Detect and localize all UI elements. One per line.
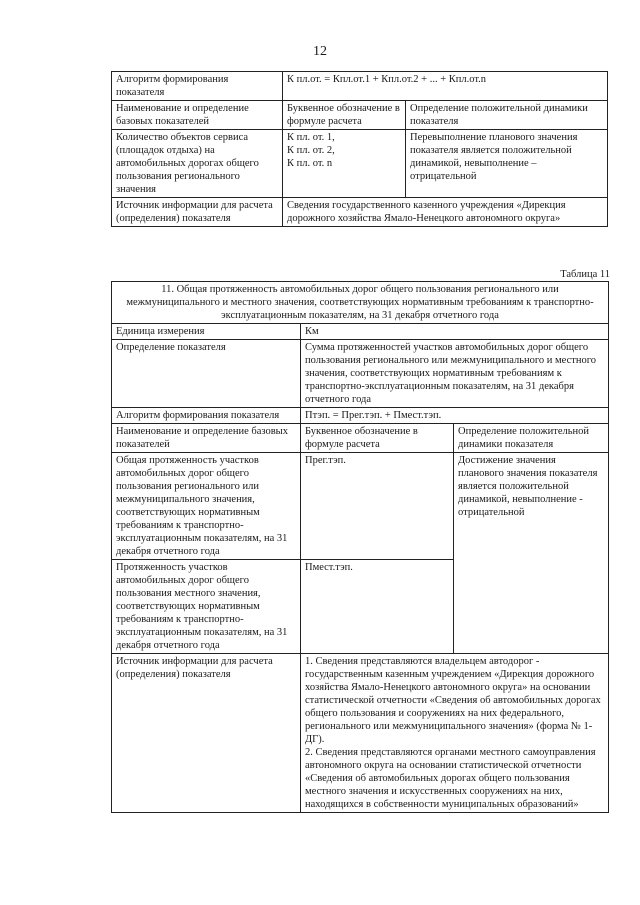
source-value: Сведения государственного казенного учреждения «Дирекция дорожного хозяйства Ямало-Ненецкого автономного округа»: [283, 198, 608, 227]
header-letter: Буквенное обозначение в формуле расчета: [283, 101, 406, 130]
table-title: 11. Общая протяженность автомобильных дорог общего пользования регионального или межмуниципального и местного значения, соответствующих нормативным требованиям к транспортно-эксплуатационным показателям, на 31 декабря отчетного года: [112, 282, 609, 324]
table-row: [112, 130, 608, 198]
table-row: [112, 282, 609, 324]
header-name: Наименование и определение базовых показателей: [112, 101, 283, 130]
table-row: [112, 324, 609, 340]
row-dynamics: Перевыполнение планового значения показателя является положительной динамикой, невыполнение – отрицательной: [406, 130, 608, 198]
table-row: [112, 340, 609, 408]
indicator-table-11: [111, 281, 609, 813]
row-letters: [283, 130, 406, 198]
table-row: [112, 101, 608, 130]
source-item: 2. Сведения представляются органами местного самоуправления автономного округа на основании статистической отчетности «Сведения об автомобильных дорогах общего пользования местного значения и искусственных сооружениях на них, находящихся в собственности муниципальных образований»: [305, 747, 596, 810]
table-row: [112, 654, 609, 813]
table-caption: Таблица 11: [560, 269, 610, 280]
source-value: [301, 654, 609, 813]
row-dynamics: Достижение значения планового значения показателя является положительной динамикой, невыполнение - отрицательной: [454, 453, 609, 654]
row-letter: Прег.тэп.: [301, 453, 454, 560]
row-name: Общая протяженность участков автомобильных дорог общего пользования регионального или межмуниципального значения, соответствующих нормативным требованиям к транспортно-эксплуатационным показателям, на 31 декабря отчетного года: [112, 453, 301, 560]
unit-label: Единица измерения: [112, 324, 301, 340]
table-row: [112, 453, 609, 560]
source-label: Источник информации для расчета (определения) показателя: [112, 654, 301, 813]
source-item: 1. Сведения представляются владельцем автодорог - государственным казенным учреждением «Дирекция дорожного хозяйства Ямало-Ненецкого автономного округа» на основании статистической отчетности «Сведения об автомобильных дорогах общего пользования и сооружениях на них федерального, регионального или межмуниципального значения» (форма № 1-ДГ).: [305, 656, 601, 745]
header-dynamics: Определение положительной динамики показателя: [406, 101, 608, 130]
source-label: Источник информации для расчета (определения) показателя: [112, 198, 283, 227]
header-letter: Буквенное обозначение в формуле расчета: [301, 424, 454, 453]
definition-value: Сумма протяженностей участков автомобильных дорог общего пользования регионального или межмуниципального и местного значения, соответствующих нормативным требованиям к транспортно-эксплуатационным показателям, на 31 декабря отчетного года: [301, 340, 609, 408]
table-row: [112, 408, 609, 424]
header-name: Наименование и определение базовых показателей: [112, 424, 301, 453]
row-name: Количество объектов сервиса (площадок отдыха) на автомобильных дорогах общего пользования регионального значения: [112, 130, 283, 198]
table-row: [112, 424, 609, 453]
algorithm-label: Алгоритм формирования показателя: [112, 408, 301, 424]
algorithm-formula: К пл.от. = Кпл.от.1 + Кпл.от.2 + ... + Кпл.от.n: [283, 72, 608, 101]
table-row: [112, 198, 608, 227]
algorithm-label: Алгоритм формирования показателя: [112, 72, 283, 101]
table-row: [112, 72, 608, 101]
unit-value: Км: [301, 324, 609, 340]
letter: К пл. от. 2,: [287, 145, 335, 156]
letter: К пл. от. 1,: [287, 132, 335, 143]
header-dynamics: Определение положительной динамики показателя: [454, 424, 609, 453]
page-number: 12: [313, 44, 327, 59]
definition-label: Определение показателя: [112, 340, 301, 408]
row-name: Протяженность участков автомобильных дорог общего пользования местного значения, соответствующих нормативным требованиям к транспортно-эксплуатационным показателям, на 31 декабря отчетного года: [112, 560, 301, 654]
letter: К пл. от. n: [287, 158, 333, 169]
row-letter: Пмест.тэп.: [301, 560, 454, 654]
algorithm-formula: Птэп. = Прег.тэп. + Пмест.тэп.: [301, 408, 609, 424]
indicator-table-10-continuation: [111, 71, 608, 227]
